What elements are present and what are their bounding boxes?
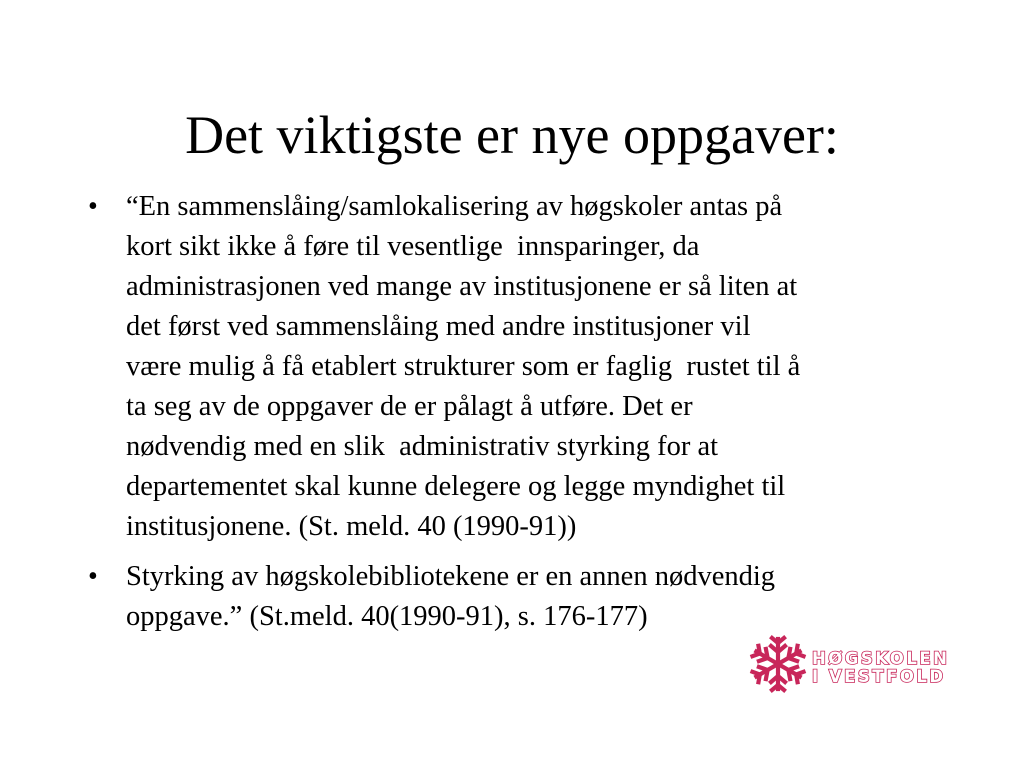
bullet-line: administrasjonen ved mange av institusjonene er så liten at xyxy=(126,271,798,302)
logo-wordmark xyxy=(812,650,949,686)
bullet-marker: • xyxy=(88,561,98,592)
bullet-marker: • xyxy=(88,191,98,222)
bullet-item-quote xyxy=(88,187,948,547)
bullet-list xyxy=(88,187,948,647)
bullet-line: være mulig å få etablert strukturer som er faglig rustet til å xyxy=(126,351,801,382)
slide-title: Det viktigste er nye oppgaver: xyxy=(185,105,839,165)
hogskolen-i-vestfold-logo xyxy=(748,634,978,700)
bullet-line: ta seg av de oppgaver de er pålagt å utføre. Det er xyxy=(126,391,693,422)
bullet-line: departementet skal kunne delegere og legge myndighet til xyxy=(126,471,786,502)
bullet-line: institusjonene. (St. meld. 40 (1990-91)) xyxy=(126,511,577,542)
bullet-line: Styrking av høgskolebibliotekene er en annen nødvendig xyxy=(126,561,776,592)
bullet-line: det først ved sammenslåing med andre institusjoner vil xyxy=(126,311,751,342)
bullet-line: “En sammenslåing/samlokalisering av høgskoler antas på xyxy=(126,191,783,222)
snowflake-emblem-icon xyxy=(748,634,808,694)
bullet-item-libraries xyxy=(88,557,948,637)
bullet-line: nødvendig med en slik administrativ styrking for at xyxy=(126,431,719,462)
bullet-line: oppgave.” (St.meld. 40(1990-91), s. 176-177) xyxy=(126,601,648,632)
logo-line-2: I VESTFOLD xyxy=(812,667,946,686)
bullet-line: kort sikt ikke å føre til vesentlige innsparinger, da xyxy=(126,231,700,262)
logo-line-1: HØGSKOLEN xyxy=(812,649,950,668)
